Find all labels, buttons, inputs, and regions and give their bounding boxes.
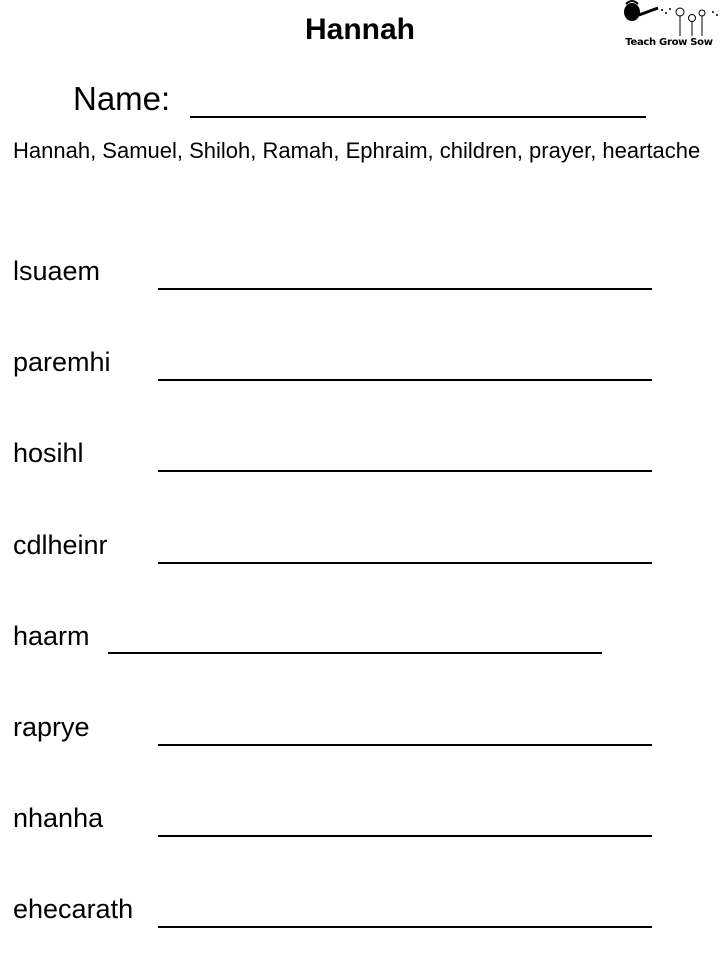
- scrambled-word: lsuaem: [13, 256, 101, 286]
- scrambled-word: nhanha: [13, 803, 104, 833]
- logo-text: Teach Grow Sow: [625, 37, 713, 48]
- name-field[interactable]: [73, 80, 170, 118]
- page-title: Hannah: [304, 13, 415, 46]
- name-blank-line[interactable]: [190, 116, 646, 118]
- answer-blank[interactable]: [158, 288, 652, 290]
- answer-blank[interactable]: [158, 470, 652, 472]
- teach-grow-sow-logo: [618, 0, 720, 56]
- scrambled-word: raprye: [13, 712, 90, 742]
- answer-blank[interactable]: [158, 835, 652, 837]
- word-bank: Hannah, Samuel, Shiloh, Ramah, Ephraim, children, prayer, heartache: [13, 138, 701, 163]
- scrambled-word: cdlheinr: [13, 530, 108, 560]
- watering-can-dandelion-icon: [618, 0, 720, 40]
- answer-blank[interactable]: [158, 379, 652, 381]
- name-label: Name:: [73, 80, 171, 117]
- answer-blank[interactable]: [158, 744, 652, 746]
- scrambled-word: haarm: [13, 621, 90, 651]
- answer-blank[interactable]: [108, 652, 602, 654]
- answer-blank[interactable]: [158, 926, 652, 928]
- answer-blank[interactable]: [158, 562, 652, 564]
- scrambled-word: ehecarath: [13, 894, 134, 924]
- scrambled-word: hosihl: [13, 438, 84, 468]
- scrambled-word: paremhi: [13, 347, 111, 377]
